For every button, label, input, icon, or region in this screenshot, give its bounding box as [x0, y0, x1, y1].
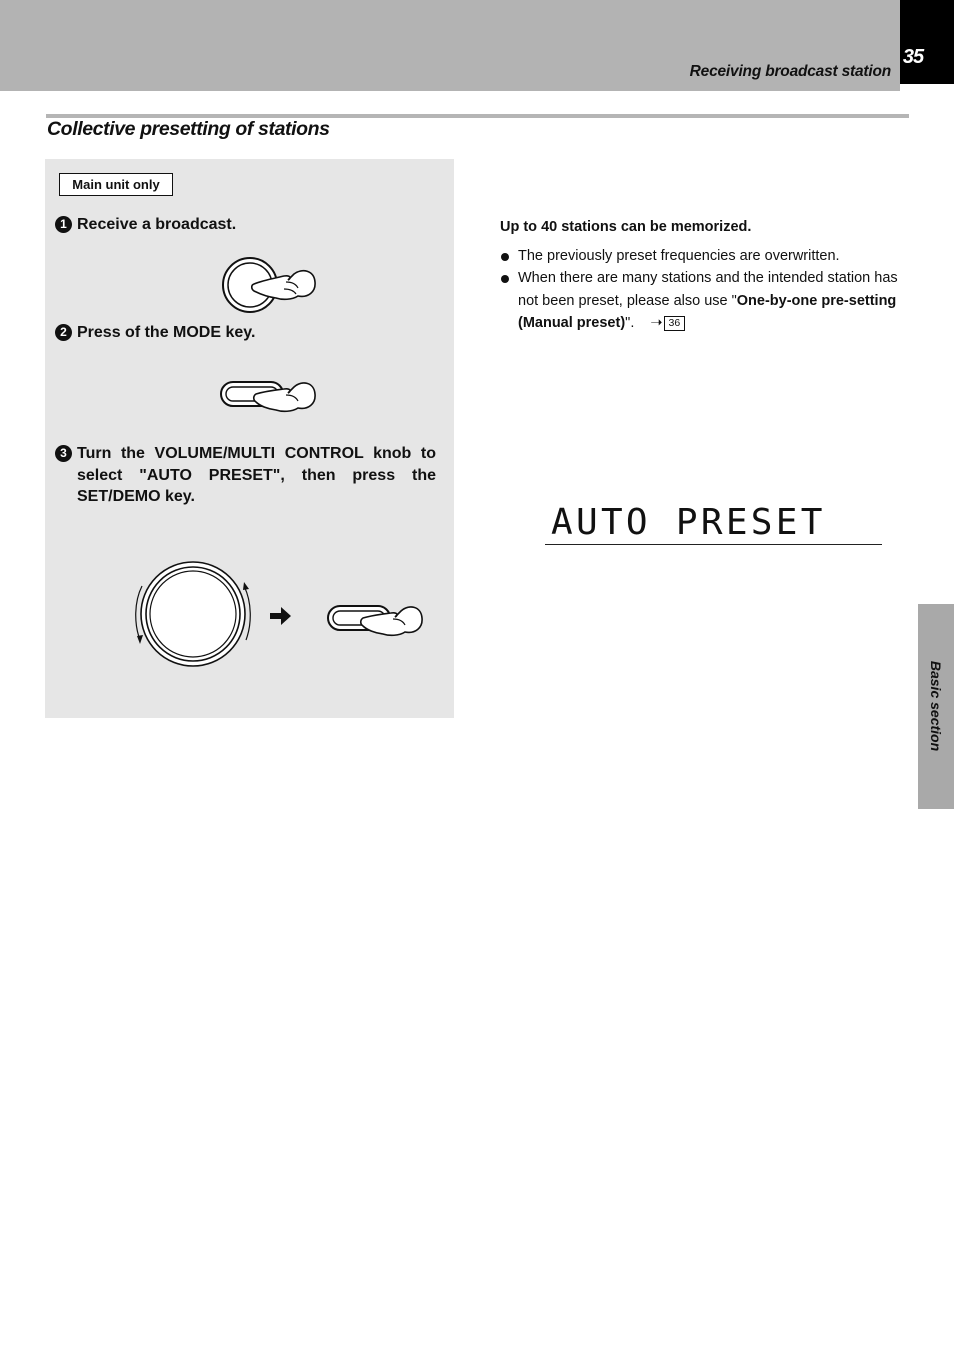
mode-key-press-icon	[220, 376, 320, 420]
side-tab-label: Basic section	[928, 660, 944, 752]
volume-multi-control-knob-icon	[132, 558, 256, 670]
note-item-1	[500, 245, 910, 268]
header-section-title: Receiving broadcast station	[689, 63, 891, 80]
notes-heading: Up to 40 stations can be memorized.	[500, 219, 752, 235]
side-section-tab	[918, 604, 954, 809]
main-unit-only-badge: Main unit only	[59, 173, 173, 196]
bullet-icon	[501, 275, 509, 283]
step-1-text: Receive a broadcast.	[77, 216, 237, 233]
note-1-text: The previously preset frequencies are overwritten.	[518, 247, 840, 264]
lcd-display-text: AUTO PRESET	[551, 502, 826, 543]
note-2-text-after: ".	[625, 315, 635, 331]
step-3-text: Turn the VOLUME/MULTI CONTROL knob to select "AUTO PRESET", then press the SET/DEMO key.	[77, 445, 436, 505]
page-ref-arrow-icon: ➝	[650, 315, 663, 331]
step-number-2: 2	[55, 324, 72, 341]
note-item-2	[500, 267, 910, 335]
lcd-display	[545, 502, 882, 545]
note-2-bold-link-text: One-by-one pre-setting (Manual preset)	[518, 292, 897, 331]
bullet-icon	[501, 253, 509, 261]
section-title: Collective presetting of stations	[47, 118, 330, 140]
step-number-1: 1	[55, 216, 72, 233]
page-ref-badge: 36	[664, 316, 686, 331]
note-2-text-before: When there are many stations and the intended station has not been preset, please also use "	[518, 270, 898, 309]
arrow-right-icon	[270, 606, 292, 626]
set-demo-key-press-icon	[327, 598, 427, 642]
notes-block	[500, 216, 910, 335]
page-number-tab	[900, 0, 954, 84]
step-number-3: 3	[55, 445, 72, 462]
round-button-press-icon	[220, 254, 320, 316]
step-2-text: Press of the MODE key.	[77, 324, 256, 341]
page-number: 35	[902, 46, 924, 68]
